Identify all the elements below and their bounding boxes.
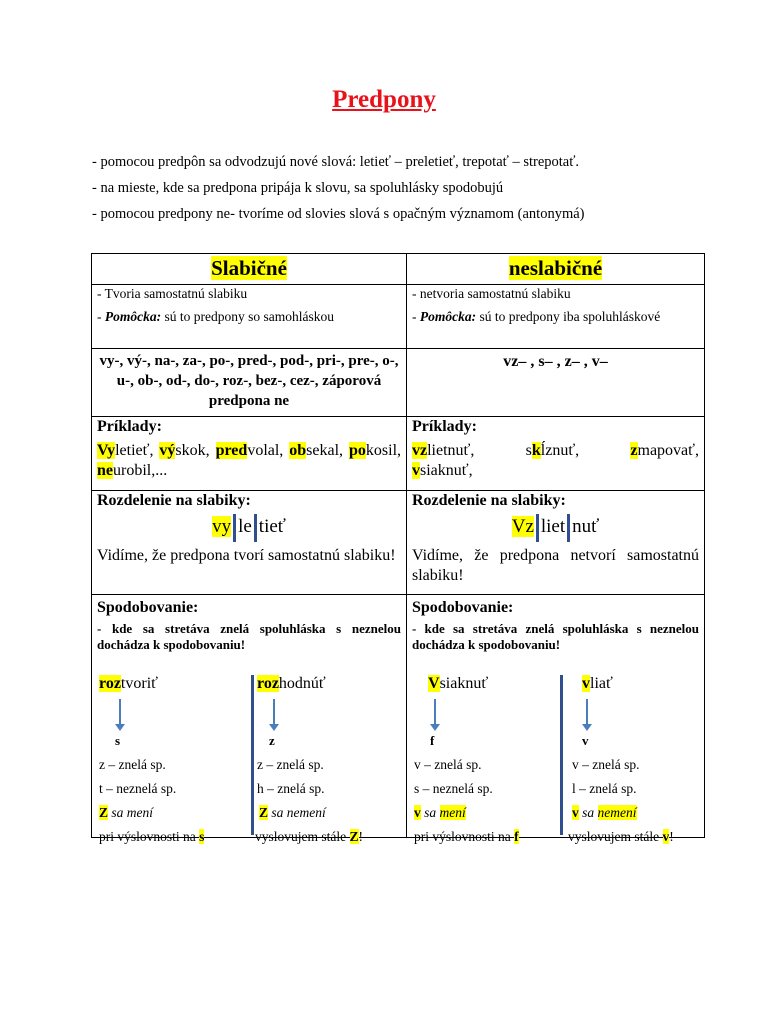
right-assimilation: Spodobovanie: - kde sa stretáva znelá spoluhláska s neznelou dochádza k spodobovaniu! Vsiaknuť vliať f v v – znelá sp. s – neznelá sp. v sa mení pri výslovnosti na f v – znelá sp. l – znelá sp. v sa nemení vyslovujem stále v! [407,595,705,838]
assim-label: Spodobovanie: [97,599,199,616]
result-letter: f [430,733,435,748]
assim-text: - kde sa stretáva znelá spoluhláska s neznelou dochádza k spodobovaniu! [97,621,401,652]
right-examples [407,417,705,491]
right-examples-line2: vsiaknuť, [412,462,473,479]
left-examples [92,417,407,491]
right-header: neslabičné [508,256,603,280]
right-division [407,491,705,595]
left-header-cell [92,254,407,285]
left-prefix-list: vy-, vý-, na-, za-, po-, pred-, pod-, pri-, pre-, o-, u-, ob-, od-, do-, roz-, bez-, cez-, záporová predpona ne [92,349,407,417]
right-header-cell [407,254,705,285]
word-1: roztvoriť [99,675,158,692]
left-description [92,285,407,349]
division-label: Rozdelenie na slabiky: [97,492,251,509]
arrow-icon [586,699,588,725]
assim-label: Spodobovanie: [412,599,514,616]
division-text: Vidíme, že predpona netvorí samostatnú slabiku! [412,546,699,584]
divider-bar [233,514,236,542]
intro-line: - pomocou predpony ne- tvoríme od slovies slová s opačným významom (antonymá) [92,206,585,222]
word-2: rozhodnúť [257,675,326,692]
divider-bar [536,514,539,542]
column-divider [251,675,254,835]
division-label: Rozdelenie na slabiky: [412,492,566,509]
assim-text: - kde sa stretáva znelá spoluhláska s neznelou dochádza k spodobovaniu! [412,621,699,652]
word-1: Vsiaknuť [428,675,489,692]
arrow-icon [434,699,436,725]
examples-label: Príklady: [97,418,162,435]
right-prefix-list: vz– , s– , z– , v– [407,349,705,417]
divider-bar [254,514,257,542]
right-examples-list: vzlietnuť, skĺznuť, zmapovať, [412,442,699,459]
right-desc-2: - Pomôcka: sú to predpony iba spoluhláskové [412,309,661,324]
right-description [407,285,705,349]
column-divider [560,675,563,835]
intro-line: - pomocou predpôn sa odvodzujú nové slová: letieť – preletieť, trepotať – strepotať. [92,154,580,170]
result-letter: s [115,733,121,748]
arrow-icon [273,699,275,725]
left-syllables: vy le tieť [97,513,401,542]
arrow-icon [119,699,121,725]
prefix-table [91,253,705,844]
divider-bar [567,514,570,542]
left-header: Slabičné [211,256,287,280]
intro-section [92,154,732,232]
result-letter: v [582,733,589,748]
result-letter: z [269,733,275,748]
left-examples-list: Vyletieť, výskok, predvolal, obsekal, pokosil, neurobil,... [97,442,402,479]
left-division [92,491,407,595]
left-assimilation: Spodobovanie: - kde sa stretáva znelá spoluhláska s neznelou dochádza k spodobovaniu! roztvoriť rozhodnúť s z z – znelá sp. t – neznelá sp. Z sa mení pri výslovnosti na s z – znelá sp. h – znelá sp. Z sa nemení vyslovujem stále Z! [92,595,407,838]
examples-label: Príklady: [412,418,477,435]
page-title: Predpony [332,86,436,113]
right-syllables: Vz liet nuť [412,513,699,542]
word-2: vliať [582,675,613,692]
left-desc-1: - Tvoria samostatnú slabiku [97,286,248,301]
right-desc-1: - netvoria samostatnú slabiku [412,286,571,301]
division-text: Vidíme, že predpona tvorí samostatnú slabiku! [97,546,396,564]
intro-line: - na mieste, kde sa predpona pripája k slovu, sa spoluhlásky spodobujú [92,180,504,196]
left-desc-2: - Pomôcka: sú to predpony so samohláskou [97,309,334,324]
